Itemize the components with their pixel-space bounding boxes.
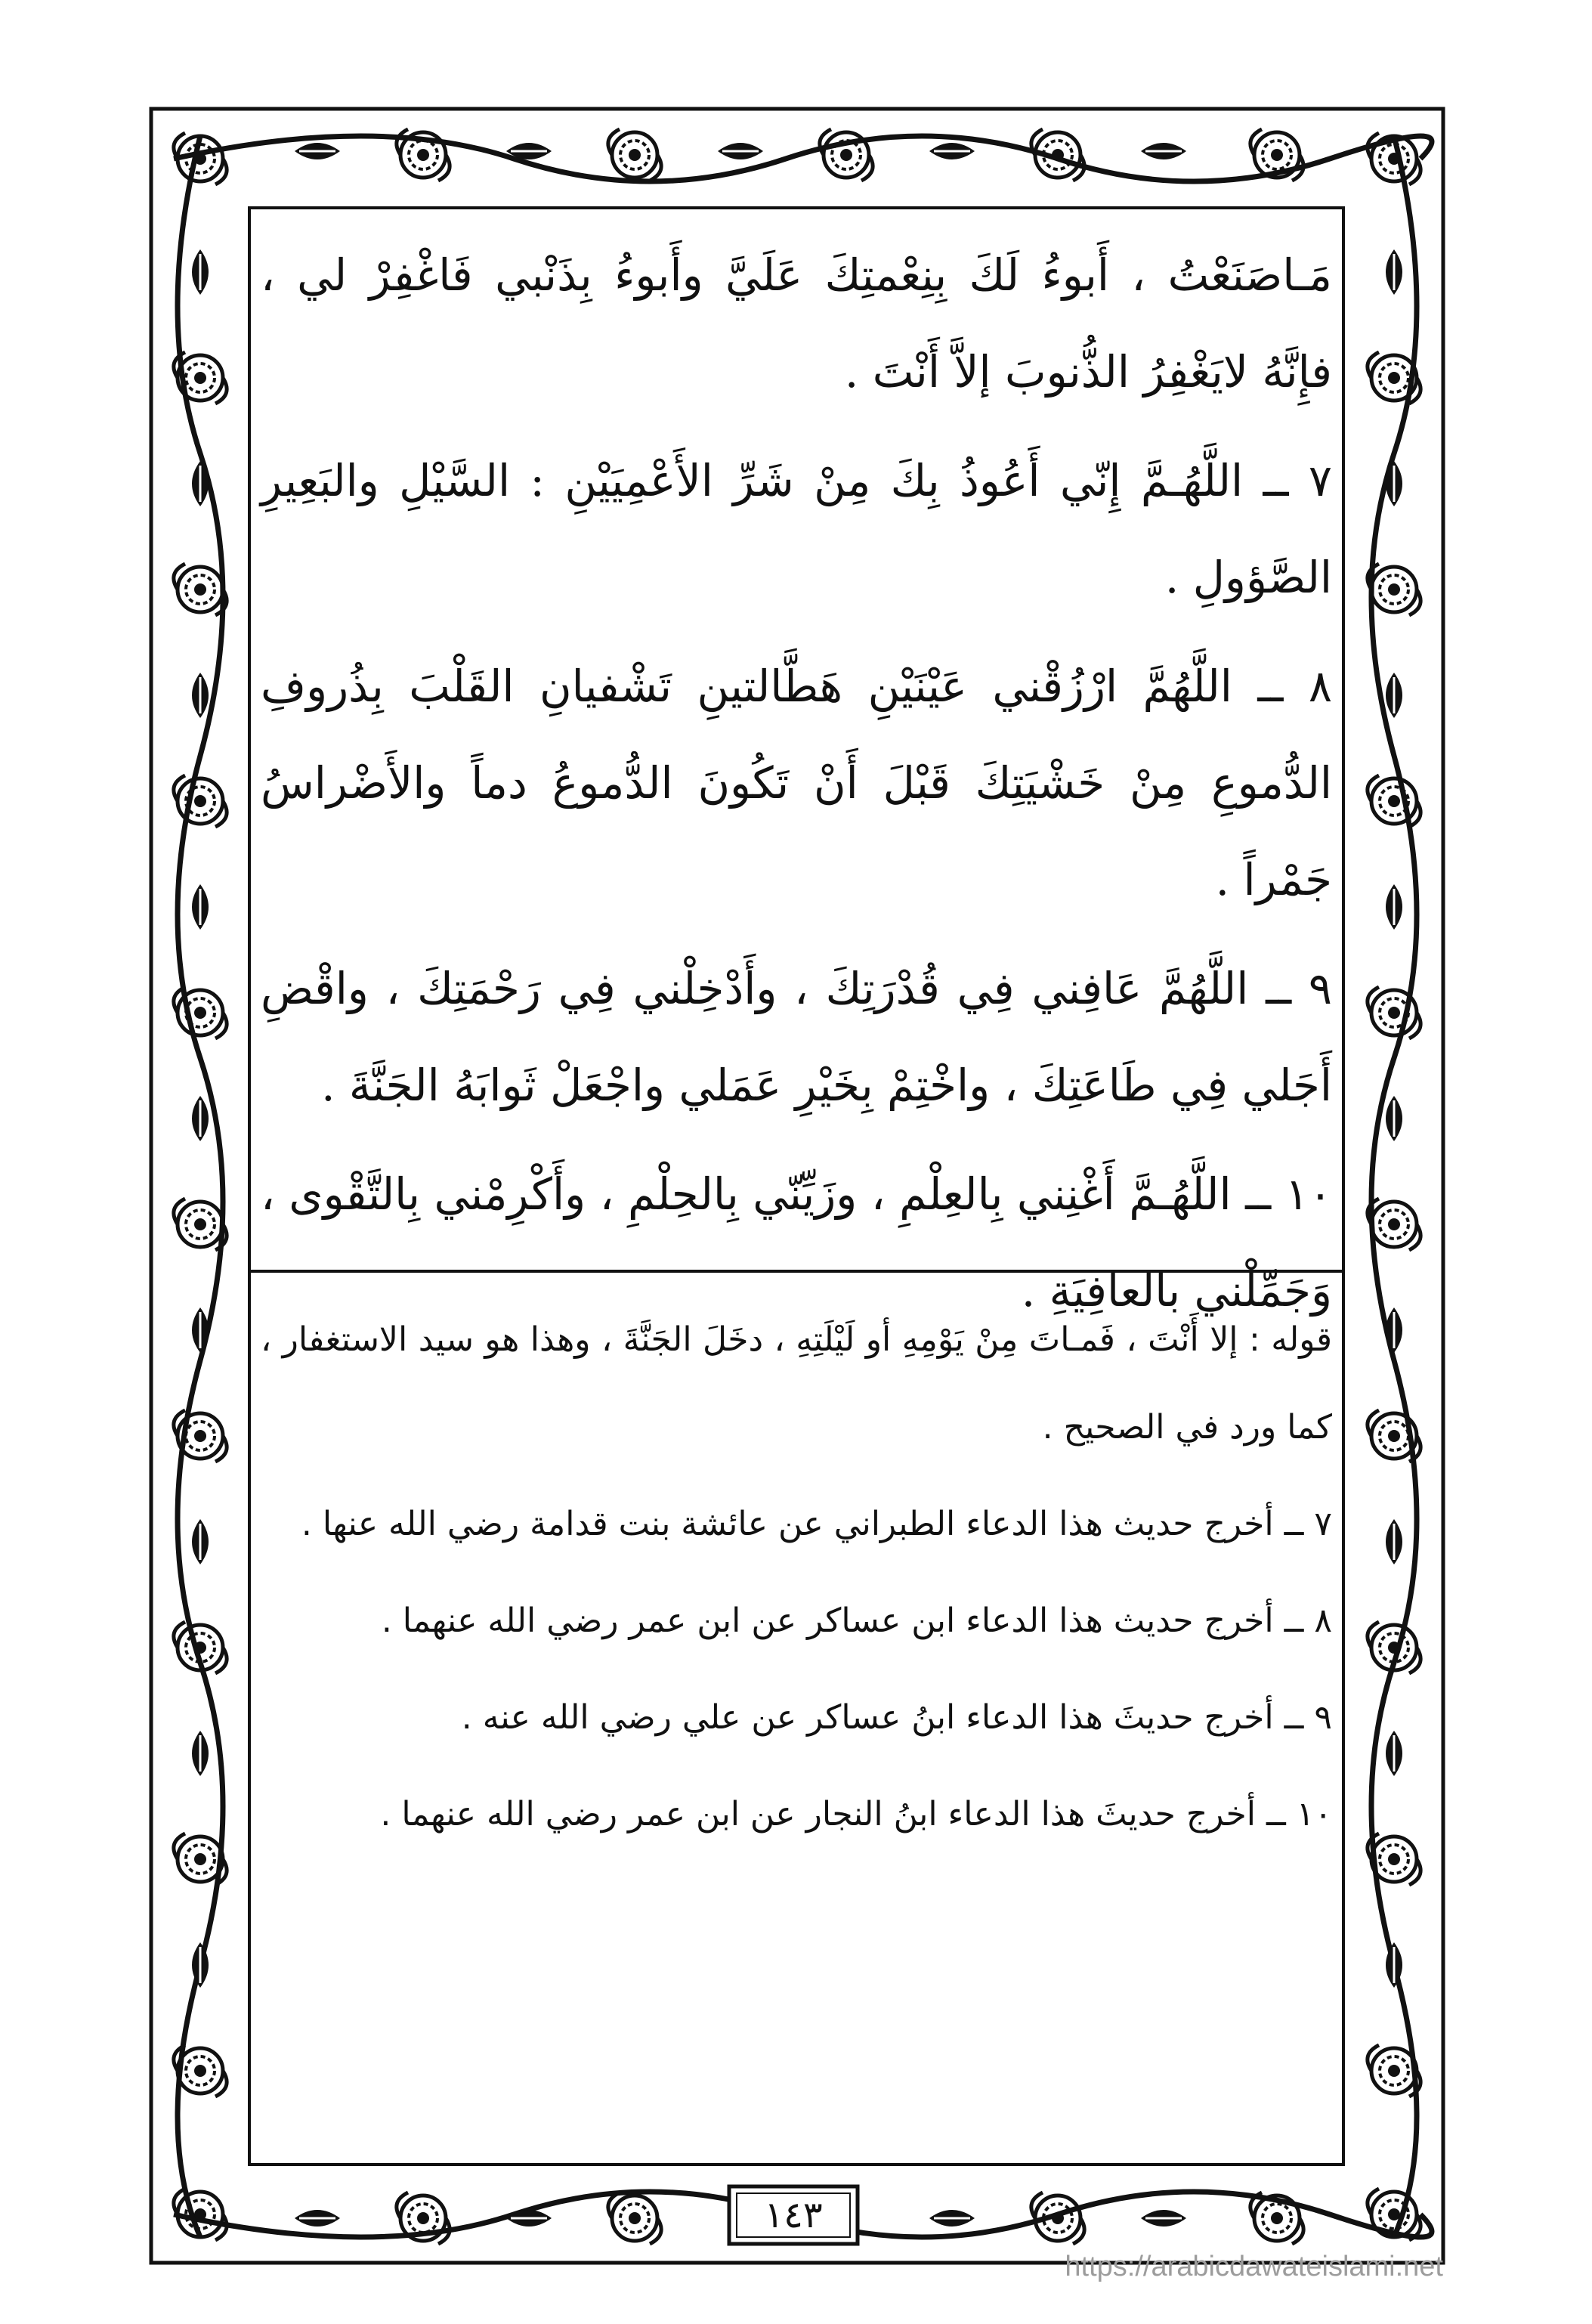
supplication-paragraph: ١٠ ــ اللَّهُـمَّ أَغْنِني بِالعِلْمِ ، وزَيِّنّي بِالحِلْمِ ، وأَكْرِمْني بِالتَّقْوى ، وَجَمِّلْني بالعافِيَةِ . (261, 1168, 1333, 1317)
supplication-paragraph: ٧ ــ اللَّهُـمَّ إِنّي أَعُوذُ بِكَ مِنْ شَرِّ الأَعْمِيَيْنِ : السَّيْلِ والبَعِيرِ الصَّؤولِ . (261, 455, 1332, 603)
supplication-paragraph: مَـاصَنَعْتُ ، أَبوءُ لَكَ بِنِعْمتِكَ عَلَيَّ وأَبوءُ بِذَنْبي فَاغْفِرْ لي ، فإِنَّهُ لايَغْفِرُ الذُّنوبَ إلاَّ أَنْتَ . (261, 249, 1332, 398)
footnote-paragraph: ٧ ــ أخرج حديث هذا الدعاء الطبراني عن عائشة بنت قدامة رضي الله عنها . (301, 1505, 1332, 1543)
watermark-url: https://arabicdawateislami.net (1065, 2251, 1443, 2282)
footnotes (261, 1296, 1332, 2165)
page-number: ١٤٣ (764, 2194, 823, 2236)
footnote-paragraph: ٩ ــ أخرج حديثَ هذا الدعاء ابنُ عساكر عن علي رضي الله عنه . (461, 1698, 1332, 1737)
main-text (261, 227, 1333, 1317)
footnote-paragraph: قوله : إلا أَنْتَ ، فَمـاتَ مِنْ يَوْمِهِ أو لَيْلَتِهِ ، دخَلَ الجَنَّةَ ، وهذا هو سيد الاستغفار ، كما ورد في الصحيح . (261, 1320, 1332, 1447)
footnote-paragraph: ٨ ــ أخرج حديث هذا الدعاء ابن عساكر عن ابن عمر رضي الله عنهما . (381, 1601, 1332, 1640)
supplication-paragraph: ٩ ــ اللَّهُمَّ عَافِني فِي قُدْرَتِكَ ، وأَدْخِلْني فِي رَحْمَتِكَ ، واقْضِ أَجَلي فِي طَاعَتِكَ ، واخْتِمْ بِخَيْرِ عَمَلي واجْعَلْ ثَوابَهُ الجَنَّةَ . (261, 963, 1332, 1111)
footnote-paragraph: ١٠ ــ أخرج حديثَ هذا الدعاء ابنُ النجار عن ابن عمر رضي الله عنهما . (380, 1795, 1332, 1834)
supplication-paragraph: ٨ ــ اللَّهُمَّ ارْزُقْني عَيْنَيْنِ هَطَّالتينِ تَشْفيانِ القَلْبَ بِذُروفِ الدُّموعِ مِنْ خَشْيَتِكَ قَبْلَ أَنْ تَكُونَ الدُّموعُ دماً والأَضْراسُ جَمْراً . (261, 661, 1332, 905)
